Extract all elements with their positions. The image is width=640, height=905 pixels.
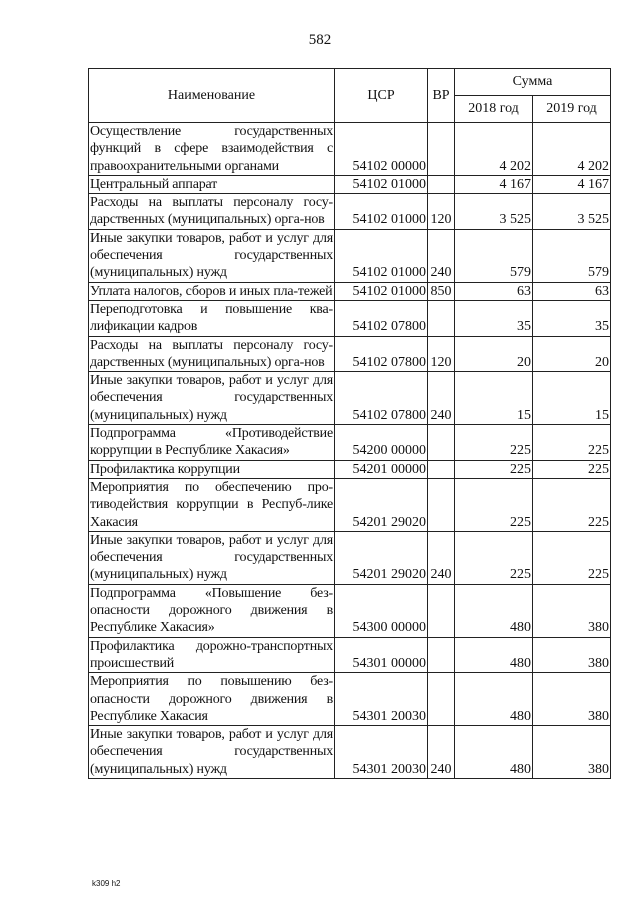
table-row xyxy=(89,229,611,282)
row-csr: 54102 01000 xyxy=(335,229,428,282)
row-csr: 54301 00000 xyxy=(335,637,428,673)
row-csr: 54102 01000 xyxy=(335,282,428,300)
row-csr: 54102 01000 xyxy=(335,194,428,230)
row-amount-2018: 579 xyxy=(455,229,533,282)
header-sum: Сумма xyxy=(455,69,611,96)
row-amount-2018: 63 xyxy=(455,282,533,300)
table-row xyxy=(89,282,611,300)
row-csr: 54102 07800 xyxy=(335,372,428,425)
header-vr: ВР xyxy=(428,69,455,123)
row-amount-2018: 35 xyxy=(455,300,533,336)
row-vr xyxy=(428,584,455,637)
row-amount-2019: 15 xyxy=(533,372,611,425)
row-amount-2019: 4 167 xyxy=(533,175,611,193)
row-vr: 240 xyxy=(428,726,455,779)
row-csr: 54201 29020 xyxy=(335,478,428,531)
row-amount-2019: 380 xyxy=(533,673,611,726)
row-csr: 54200 00000 xyxy=(335,425,428,461)
budget-table xyxy=(88,68,611,779)
row-name: Иные закупки товаров, работ и услуг для обеспечения государственных (муниципальных) нужд xyxy=(90,727,333,777)
footer-code: k309 h2 xyxy=(92,879,121,888)
row-name: Подпрограмма «Противодействие коррупции в Республике Хакасия» xyxy=(90,426,333,459)
row-amount-2018: 480 xyxy=(455,726,533,779)
table-row xyxy=(89,584,611,637)
row-name: Иные закупки товаров, работ и услуг для обеспечения государственных (муниципальных) нужд xyxy=(90,532,333,583)
row-amount-2018: 3 525 xyxy=(455,194,533,230)
row-amount-2018: 480 xyxy=(455,584,533,637)
row-amount-2019: 4 202 xyxy=(533,123,611,176)
row-amount-2018: 225 xyxy=(455,425,533,461)
table-row xyxy=(89,726,611,779)
row-vr xyxy=(428,478,455,531)
row-vr xyxy=(428,425,455,461)
row-vr: 120 xyxy=(428,336,455,372)
row-amount-2018: 225 xyxy=(455,478,533,531)
row-amount-2019: 35 xyxy=(533,300,611,336)
row-amount-2018: 225 xyxy=(455,531,533,584)
table-row xyxy=(89,531,611,584)
row-vr xyxy=(428,175,455,193)
row-name: Осуществление государственных функций в сфере взаимодействия с правоохранительными органами xyxy=(90,124,333,174)
row-amount-2018: 4 202 xyxy=(455,123,533,176)
row-name: Переподготовка и повышение ква-лификации кадров xyxy=(90,301,333,335)
row-vr: 850 xyxy=(428,282,455,300)
row-csr: 54102 07800 xyxy=(335,300,428,336)
table-row xyxy=(89,300,611,336)
table-row xyxy=(89,336,611,372)
row-csr: 54300 00000 xyxy=(335,584,428,637)
row-amount-2019: 380 xyxy=(533,637,611,673)
row-name: Мероприятия по обеспечению про-тиводействия коррупции в Респуб-лике Хакасия xyxy=(90,479,333,530)
header-name: Наименование xyxy=(89,69,335,123)
table-row xyxy=(89,478,611,531)
table-row xyxy=(89,460,611,478)
row-csr: 54102 01000 xyxy=(335,175,428,193)
table-row xyxy=(89,637,611,673)
table-row xyxy=(89,123,611,176)
row-amount-2018: 480 xyxy=(455,637,533,673)
table-header xyxy=(89,69,611,123)
table-row xyxy=(89,194,611,230)
row-name: Иные закупки товаров, работ и услуг для обеспечения государственных (муниципальных) нужд xyxy=(90,373,333,423)
row-name: Расходы на выплаты персоналу госу-дарственных (муниципальных) орга-нов xyxy=(90,337,333,370)
row-name: Иные закупки товаров, работ и услуг для обеспечения государственных (муниципальных) нужд xyxy=(90,230,333,281)
table-body xyxy=(89,123,611,779)
row-amount-2019: 579 xyxy=(533,229,611,282)
row-name: Мероприятия по повышению без-опасности дорожного движения в Республике Хакасия xyxy=(90,674,333,724)
row-amount-2019: 225 xyxy=(533,425,611,461)
row-vr: 240 xyxy=(428,531,455,584)
row-vr xyxy=(428,673,455,726)
row-amount-2019: 225 xyxy=(533,478,611,531)
row-vr xyxy=(428,123,455,176)
row-amount-2019: 3 525 xyxy=(533,194,611,230)
row-amount-2019: 225 xyxy=(533,460,611,478)
row-name: Подпрограмма «Повышение без-опасности дорожного движения в Республике Хакасия» xyxy=(90,585,333,636)
row-amount-2019: 380 xyxy=(533,584,611,637)
row-csr: 54102 00000 xyxy=(335,123,428,176)
row-name: Расходы на выплаты персоналу госу-дарственных (муниципальных) орга-нов xyxy=(90,195,333,228)
row-vr: 240 xyxy=(428,229,455,282)
row-vr: 240 xyxy=(428,372,455,425)
row-amount-2018: 480 xyxy=(455,673,533,726)
row-vr xyxy=(428,637,455,673)
header-csr: ЦСР xyxy=(335,69,428,123)
row-amount-2018: 4 167 xyxy=(455,175,533,193)
row-amount-2019: 225 xyxy=(533,531,611,584)
row-name: Профилактика дорожно-транспортных происшествий xyxy=(90,638,333,671)
row-csr: 54301 20030 xyxy=(335,726,428,779)
header-year-2018: 2018 год xyxy=(455,96,533,123)
page-number: 582 xyxy=(308,32,332,48)
table-row xyxy=(89,673,611,726)
row-name: Центральный аппарат xyxy=(89,175,335,193)
row-csr: 54102 07800 xyxy=(335,336,428,372)
row-csr: 54201 00000 xyxy=(335,460,428,478)
row-name: Профилактика коррупции xyxy=(89,460,335,478)
row-vr: 120 xyxy=(428,194,455,230)
row-amount-2019: 20 xyxy=(533,336,611,372)
table-row xyxy=(89,425,611,461)
row-amount-2019: 380 xyxy=(533,726,611,779)
row-csr: 54301 20030 xyxy=(335,673,428,726)
row-name: Уплата налогов, сборов и иных пла-тежей xyxy=(89,282,335,300)
row-vr xyxy=(428,460,455,478)
row-csr: 54201 29020 xyxy=(335,531,428,584)
row-vr xyxy=(428,300,455,336)
row-amount-2019: 63 xyxy=(533,282,611,300)
header-year-2019: 2019 год xyxy=(533,96,611,123)
row-amount-2018: 225 xyxy=(455,460,533,478)
table-row xyxy=(89,175,611,193)
table-row xyxy=(89,372,611,425)
row-amount-2018: 20 xyxy=(455,336,533,372)
row-amount-2018: 15 xyxy=(455,372,533,425)
